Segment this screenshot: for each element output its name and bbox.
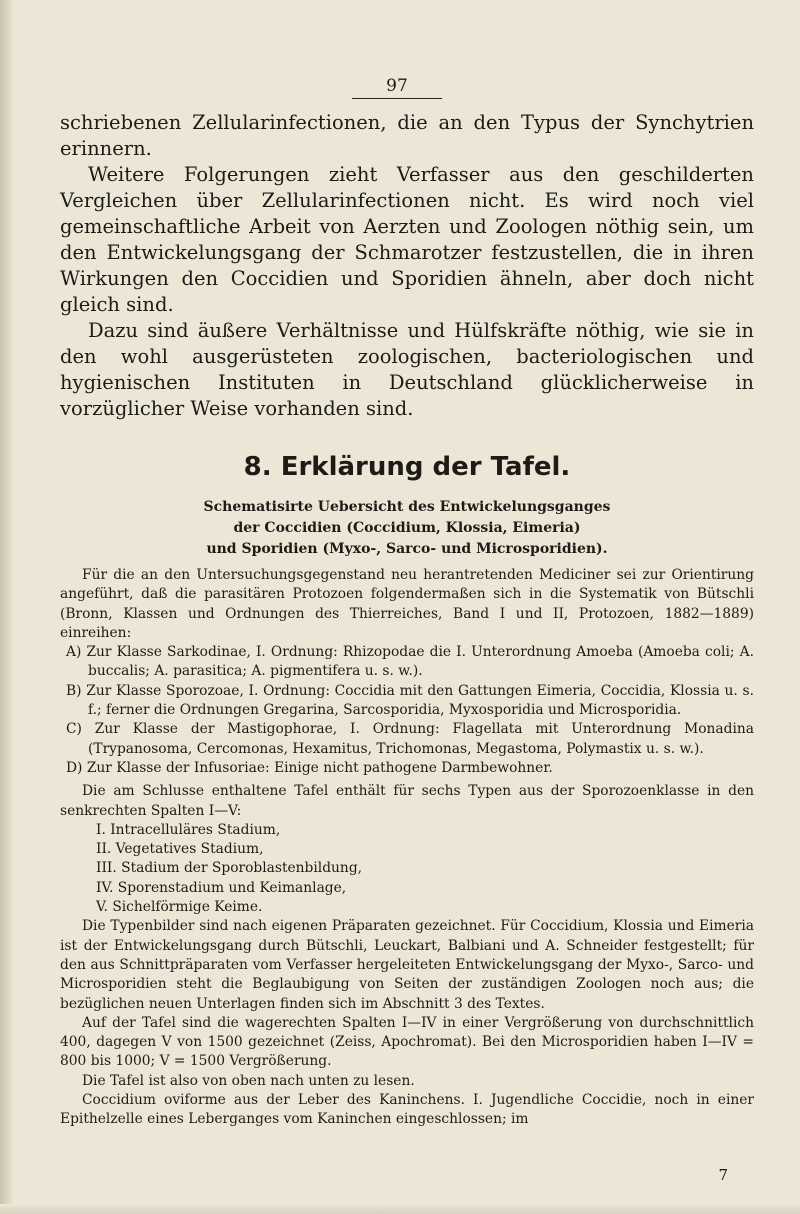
page-number: 97 <box>386 76 408 96</box>
closing-paragraph: Die Tafel ist also von oben nach unten zu lesen. <box>82 1072 415 1089</box>
stage-item: II. Vegetatives Stadium, <box>96 841 264 858</box>
subtitle-line: und Sporidien (Myxo-, Sarco- und Microsporidien). <box>206 541 608 557</box>
page-number-rule <box>352 98 442 99</box>
stage-item: I. Intracelluläres Stadium, <box>96 821 281 838</box>
subtitle-line: Schematisirte Uebersicht des Entwickelungsganges <box>203 499 611 515</box>
section-heading: 8. Erklärung der Tafel. <box>243 452 571 482</box>
class-item: D) Zur Klasse der Infusoriae: Einige nicht pathogene Darmbewohner. <box>66 759 553 776</box>
table-intro: Die am Schlusse enthaltene Tafel enthält für sechs Typen aus der Sporozoenklasse in den senkrechten Spalten I—V: <box>60 783 754 819</box>
page-bottom-edge <box>0 1204 800 1214</box>
paragraph: schriebenen Zellularinfectionen, die an den Typus der Synchytrien erinnern. <box>60 111 754 160</box>
closing-paragraph: Auf der Tafel sind die wagerechten Spalten I—IV in einer Vergrößerung von durchschnittlich 400, dagegen V von 1500 gezeichnet (Zeiss, Apochromat). Bei den Microsporidien haben I—IV = 800 bis 1000; V = 1500 Vergrößerung. <box>60 1014 754 1070</box>
page-binding-shadow <box>0 0 14 1214</box>
paragraph: Dazu sind äußere Verhältnisse und Hülfskräfte nöthig, wie sie in den wohl ausgerüsteten zoologischen, bacteriologischen und hygienischen Instituten in Deutschland glücklicherweise in vorzüglicher Weise vorhanden sind. <box>60 319 754 420</box>
class-item: C) Zur Klasse der Mastigophorae, I. Ordnung: Flagellata mit Unterordnung Monadina (Trypanosoma, Cercomonas, Hexamitus, Trichomonas, Megastoma, Polymastix u. s. w.). <box>66 721 754 757</box>
closing-paragraph: Coccidium oviforme aus der Leber des Kaninchens. I. Jugendliche Coccidie, noch in einer Epithelzelle eines Leberganges vom Kaninchen eingeschlossen; im <box>60 1092 754 1128</box>
class-item: A) Zur Klasse Sarkodinae, I. Ordnung: Rhizopodae die I. Unterordnung Amoeba (Amoeba coli; A. buccalis; A. parasitica; A. pigmentifera u. s. w.). <box>66 644 754 680</box>
section-subtitle <box>60 497 754 560</box>
stage-item: V. Sichelförmige Keime. <box>96 899 263 916</box>
signature-mark: 7 <box>718 1166 728 1184</box>
explanation-text <box>60 566 754 1130</box>
stage-item: IV. Sporenstadium und Keimanlage, <box>96 879 347 896</box>
main-text <box>60 110 754 422</box>
class-item: B) Zur Klasse Sporozoae, I. Ordnung: Coccidia mit den Gattungen Eimeria, Coccidia, Klossia u. s. f.; ferner die Ordnungen Gregarina, Sarcosporidia, Myxosporidia und Microsporidia. <box>66 682 754 719</box>
paragraph: Weitere Folgerungen zieht Verfasser aus den geschilderten Vergleichen über Zellularinfectionen nicht. Es wird noch viel gemeinschaftliche Arbeit von Aerzten und Zoologen nöthig sein, um den Entwickelungsgang der Schmarotzer festzustellen, die in ihren Wirkungen den Coccidien und Sporidien ähneln, aber doch nicht gleich sind. <box>60 163 754 316</box>
closing-paragraph: Die Typenbilder sind nach eigenen Präparaten gezeichnet. Für Coccidium, Klossia und Eimeria ist der Entwickelungsgang durch Bütschli, Leuckart, Balbiani und A. Schneider festgestellt; für den aus Schnittpräparaten vom Verfasser hergeleiteten Entwickelungsgang der Myxo-, Sarco- und Microsporidien steht die Beglaubigung von Seiten der zuständigen Zoologen noch aus; die bezüglichen neuen Unterlagen finden sich im Abschnitt 3 des Textes. <box>60 918 754 1012</box>
subtitle-line: der Coccidien (Coccidium, Klossia, Eimeria) <box>233 520 581 536</box>
intro-paragraph: Für die an den Untersuchungsgegenstand neu herantretenden Mediciner sei zur Orientirung angeführt, daß die parasitären Protozoen folgendermaßen sich in die Systematik von Bütschli (Bronn, Klassen und Ordnungen des Thierreiches, Band I und II, Protozoen, 1882—1889) einreihen: <box>60 567 754 641</box>
stage-item: III. Stadium der Sporoblastenbildung, <box>96 860 363 877</box>
